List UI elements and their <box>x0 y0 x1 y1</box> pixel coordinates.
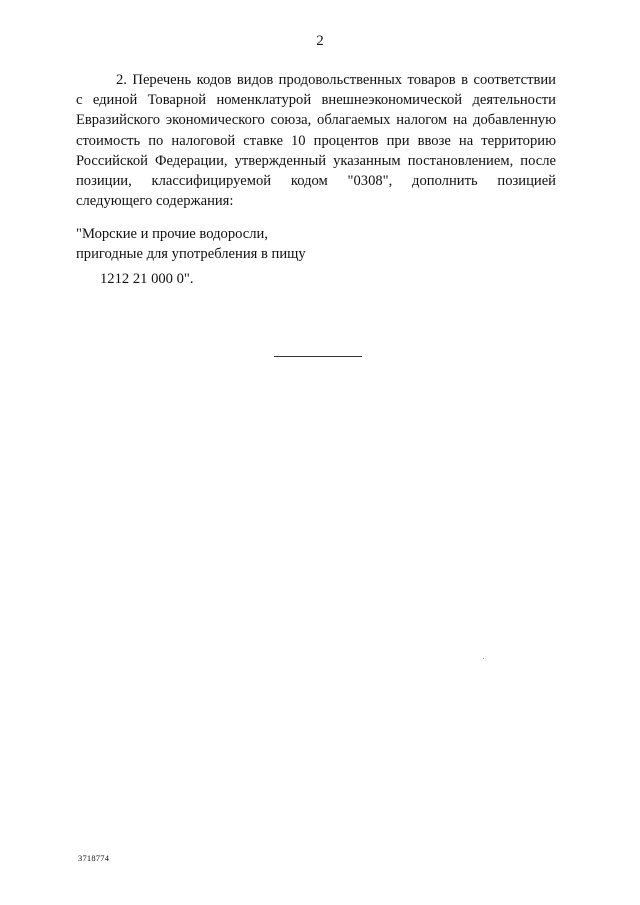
end-divider <box>274 356 362 357</box>
position-name-line: "Морские и прочие водоросли, <box>76 226 268 242</box>
paragraph-line: позиции, классифицируемой кодом "0308", дополнить позицией <box>76 173 556 190</box>
scan-speck <box>483 658 484 659</box>
paragraph-line: с единой Товарной номенклатурой внешнеэкономической деятельности <box>76 92 556 109</box>
paragraph-line: 2. Перечень кодов видов продовольственных товаров в соответствии <box>116 72 556 88</box>
document-id: 3718774 <box>78 853 110 863</box>
paragraph-line: Российской Федерации, утвержденный указанным постановлением, после <box>76 152 556 169</box>
page-number: 2 <box>316 33 324 49</box>
position-name-line: пригодные для употребления в пищу <box>76 246 306 263</box>
amendment-paragraph <box>76 70 556 211</box>
paragraph-line: стоимость по налоговой ставке 10 процентов при ввозе на территорию <box>76 132 556 149</box>
paragraph-line: Евразийского экономического союза, облагаемых налогом на добавленную <box>76 112 556 129</box>
paragraph-line: следующего содержания: <box>76 193 234 210</box>
position-code: 1212 21 000 0". <box>100 271 194 287</box>
quoted-position <box>76 224 306 264</box>
